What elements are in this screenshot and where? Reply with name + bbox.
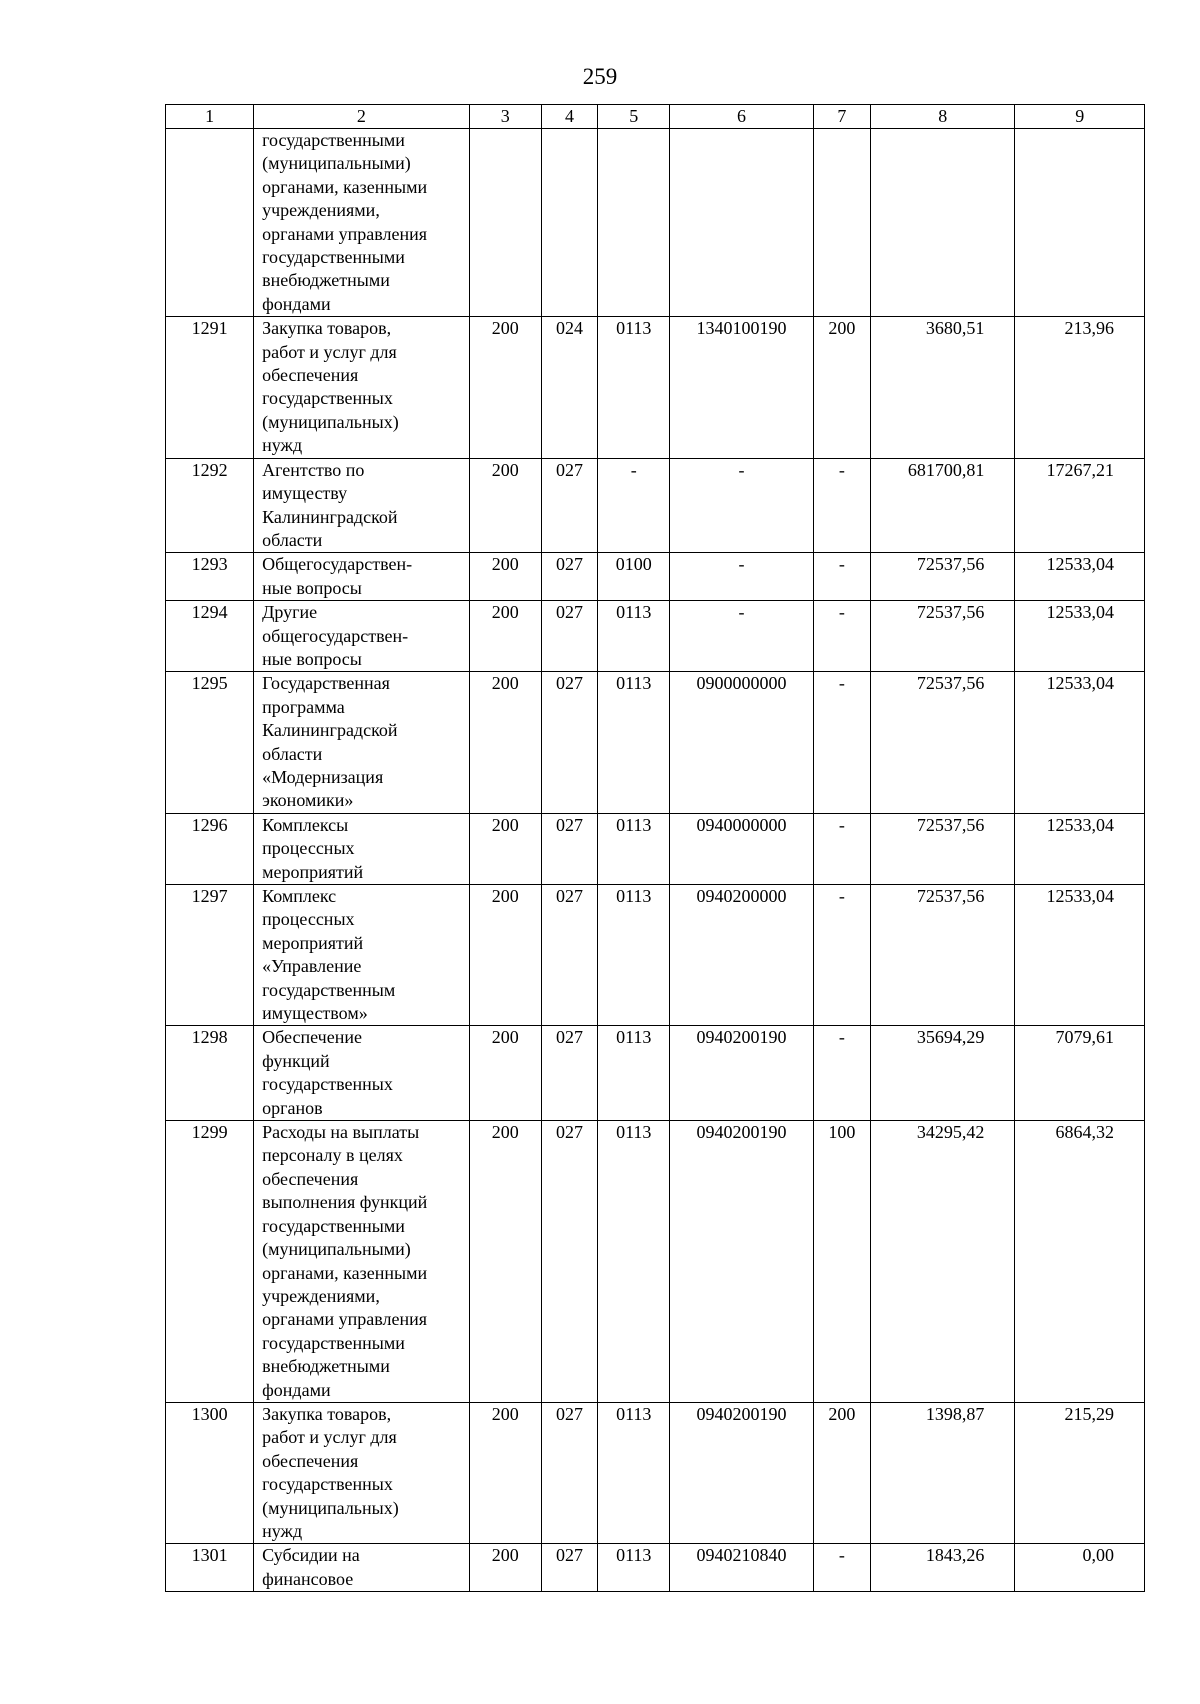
cell-col-5: 0113 — [598, 1121, 670, 1403]
cell-col-6: 1340100190 — [670, 317, 813, 458]
cell-col-9: 12533,04 — [1015, 885, 1145, 1026]
cell-col-3: 200 — [469, 1402, 541, 1543]
cell-col-9: 12533,04 — [1015, 813, 1145, 884]
page-number: 259 — [582, 64, 618, 89]
cell-col-5: 0113 — [598, 1402, 670, 1543]
cell-col-6: 0900000000 — [670, 672, 813, 813]
column-header: 8 — [871, 105, 1015, 129]
cell-item-name: Субсидии на финансовое — [254, 1544, 470, 1592]
cell-col-9: 12533,04 — [1015, 672, 1145, 813]
cell-item-name: Обеспечение функций государственных органов — [254, 1026, 470, 1121]
cell-col-9: 215,29 — [1015, 1402, 1145, 1543]
cell-col-3: 200 — [469, 1544, 541, 1592]
cell-col-4: 027 — [541, 1121, 597, 1403]
column-header: 4 — [541, 105, 597, 129]
cell-col-3 — [469, 129, 541, 317]
column-header: 9 — [1015, 105, 1145, 129]
cell-row-number — [166, 129, 254, 317]
cell-col-9: 7079,61 — [1015, 1026, 1145, 1121]
cell-col-7: 200 — [813, 1402, 870, 1543]
cell-col-4: 027 — [541, 458, 597, 553]
table-row — [166, 458, 1145, 553]
cell-col-9: 17267,21 — [1015, 458, 1145, 553]
cell-item-name: Другие общегосударствен- ные вопросы — [254, 601, 470, 672]
cell-col-4: 027 — [541, 672, 597, 813]
cell-col-9 — [1015, 129, 1145, 317]
budget-table — [165, 104, 1145, 1592]
cell-row-number: 1296 — [166, 813, 254, 884]
column-header: 2 — [254, 105, 470, 129]
cell-col-7: - — [813, 553, 870, 601]
table-row — [166, 885, 1145, 1026]
cell-col-3: 200 — [469, 885, 541, 1026]
cell-col-7: - — [813, 601, 870, 672]
table-row — [166, 813, 1145, 884]
cell-col-4: 027 — [541, 1026, 597, 1121]
cell-row-number: 1295 — [166, 672, 254, 813]
cell-item-name: Агентство по имуществу Калининградской области — [254, 458, 470, 553]
cell-col-6: - — [670, 458, 813, 553]
table-row — [166, 317, 1145, 458]
cell-col-5: 0113 — [598, 885, 670, 1026]
cell-col-9: 0,00 — [1015, 1544, 1145, 1592]
column-header: 5 — [598, 105, 670, 129]
cell-col-3: 200 — [469, 672, 541, 813]
cell-col-8 — [871, 129, 1015, 317]
cell-col-3: 200 — [469, 458, 541, 553]
cell-col-7: - — [813, 1026, 870, 1121]
cell-col-9: 12533,04 — [1015, 553, 1145, 601]
cell-row-number: 1293 — [166, 553, 254, 601]
cell-item-name: государственными (муниципальными) органами, казенными учреждениями, органами управления государственными внебюджетными фондами — [254, 129, 470, 317]
table-row — [166, 553, 1145, 601]
cell-col-7: - — [813, 672, 870, 813]
cell-col-8: 1398,87 — [871, 1402, 1015, 1543]
cell-col-9: 213,96 — [1015, 317, 1145, 458]
cell-col-5: - — [598, 458, 670, 553]
table-row — [166, 672, 1145, 813]
cell-item-name: Общегосударствен- ные вопросы — [254, 553, 470, 601]
table-body — [166, 129, 1145, 1592]
cell-item-name: Расходы на выплаты персоналу в целях обеспечения выполнения функций государственными (муниципальными) органами, казенными учреждениями, органами управления государственными внебюджетными фондами — [254, 1121, 470, 1403]
cell-col-8: 35694,29 — [871, 1026, 1015, 1121]
table-row — [166, 1402, 1145, 1543]
column-header: 7 — [813, 105, 870, 129]
cell-col-6: 0940210840 — [670, 1544, 813, 1592]
cell-col-7: 200 — [813, 317, 870, 458]
cell-row-number: 1299 — [166, 1121, 254, 1403]
cell-col-5: 0113 — [598, 317, 670, 458]
cell-col-7 — [813, 129, 870, 317]
cell-col-4 — [541, 129, 597, 317]
table-row — [166, 1544, 1145, 1592]
column-header: 3 — [469, 105, 541, 129]
column-header: 6 — [670, 105, 813, 129]
cell-col-7: - — [813, 885, 870, 1026]
cell-item-name: Комплекс процессных мероприятий «Управление государственным имуществом» — [254, 885, 470, 1026]
cell-col-8: 1843,26 — [871, 1544, 1015, 1592]
cell-row-number: 1297 — [166, 885, 254, 1026]
cell-col-5: 0113 — [598, 601, 670, 672]
cell-col-4: 027 — [541, 1544, 597, 1592]
cell-row-number: 1300 — [166, 1402, 254, 1543]
cell-col-4: 027 — [541, 601, 597, 672]
cell-col-4: 027 — [541, 553, 597, 601]
cell-col-3: 200 — [469, 601, 541, 672]
cell-col-8: 3680,51 — [871, 317, 1015, 458]
cell-row-number: 1292 — [166, 458, 254, 553]
cell-item-name: Государственная программа Калининградской области «Модернизация экономики» — [254, 672, 470, 813]
cell-col-4: 024 — [541, 317, 597, 458]
cell-col-5: 0113 — [598, 1026, 670, 1121]
cell-col-3: 200 — [469, 813, 541, 884]
cell-col-8: 72537,56 — [871, 601, 1015, 672]
table-row — [166, 129, 1145, 317]
cell-col-6: 0940000000 — [670, 813, 813, 884]
cell-col-5: 0113 — [598, 672, 670, 813]
cell-col-7: - — [813, 1544, 870, 1592]
table-row — [166, 601, 1145, 672]
cell-col-7: 100 — [813, 1121, 870, 1403]
cell-col-8: 72537,56 — [871, 813, 1015, 884]
table-row — [166, 1121, 1145, 1403]
cell-item-name: Закупка товаров, работ и услуг для обеспечения государственных (муниципальных) нужд — [254, 317, 470, 458]
cell-item-name: Комплексы процессных мероприятий — [254, 813, 470, 884]
cell-col-9: 12533,04 — [1015, 601, 1145, 672]
cell-col-6: 0940200190 — [670, 1121, 813, 1403]
cell-col-3: 200 — [469, 1121, 541, 1403]
cell-col-6: 0940200000 — [670, 885, 813, 1026]
cell-col-4: 027 — [541, 885, 597, 1026]
cell-col-8: 681700,81 — [871, 458, 1015, 553]
cell-col-7: - — [813, 458, 870, 553]
cell-row-number: 1291 — [166, 317, 254, 458]
cell-col-8: 72537,56 — [871, 553, 1015, 601]
cell-col-6: 0940200190 — [670, 1402, 813, 1543]
table-row — [166, 1026, 1145, 1121]
cell-col-4: 027 — [541, 1402, 597, 1543]
cell-col-9: 6864,32 — [1015, 1121, 1145, 1403]
cell-col-5: 0113 — [598, 813, 670, 884]
cell-item-name: Закупка товаров, работ и услуг для обеспечения государственных (муниципальных) нужд — [254, 1402, 470, 1543]
cell-col-5: 0113 — [598, 1544, 670, 1592]
cell-col-3: 200 — [469, 553, 541, 601]
cell-row-number: 1301 — [166, 1544, 254, 1592]
cell-col-5: 0100 — [598, 553, 670, 601]
cell-col-5 — [598, 129, 670, 317]
header-row — [166, 105, 1145, 129]
cell-row-number: 1298 — [166, 1026, 254, 1121]
cell-col-4: 027 — [541, 813, 597, 884]
cell-col-3: 200 — [469, 1026, 541, 1121]
cell-col-8: 72537,56 — [871, 885, 1015, 1026]
cell-col-6: - — [670, 601, 813, 672]
column-header: 1 — [166, 105, 254, 129]
cell-col-6: 0940200190 — [670, 1026, 813, 1121]
cell-col-8: 34295,42 — [871, 1121, 1015, 1403]
cell-col-6: - — [670, 553, 813, 601]
cell-col-6 — [670, 129, 813, 317]
cell-col-8: 72537,56 — [871, 672, 1015, 813]
cell-col-3: 200 — [469, 317, 541, 458]
cell-row-number: 1294 — [166, 601, 254, 672]
cell-col-7: - — [813, 813, 870, 884]
